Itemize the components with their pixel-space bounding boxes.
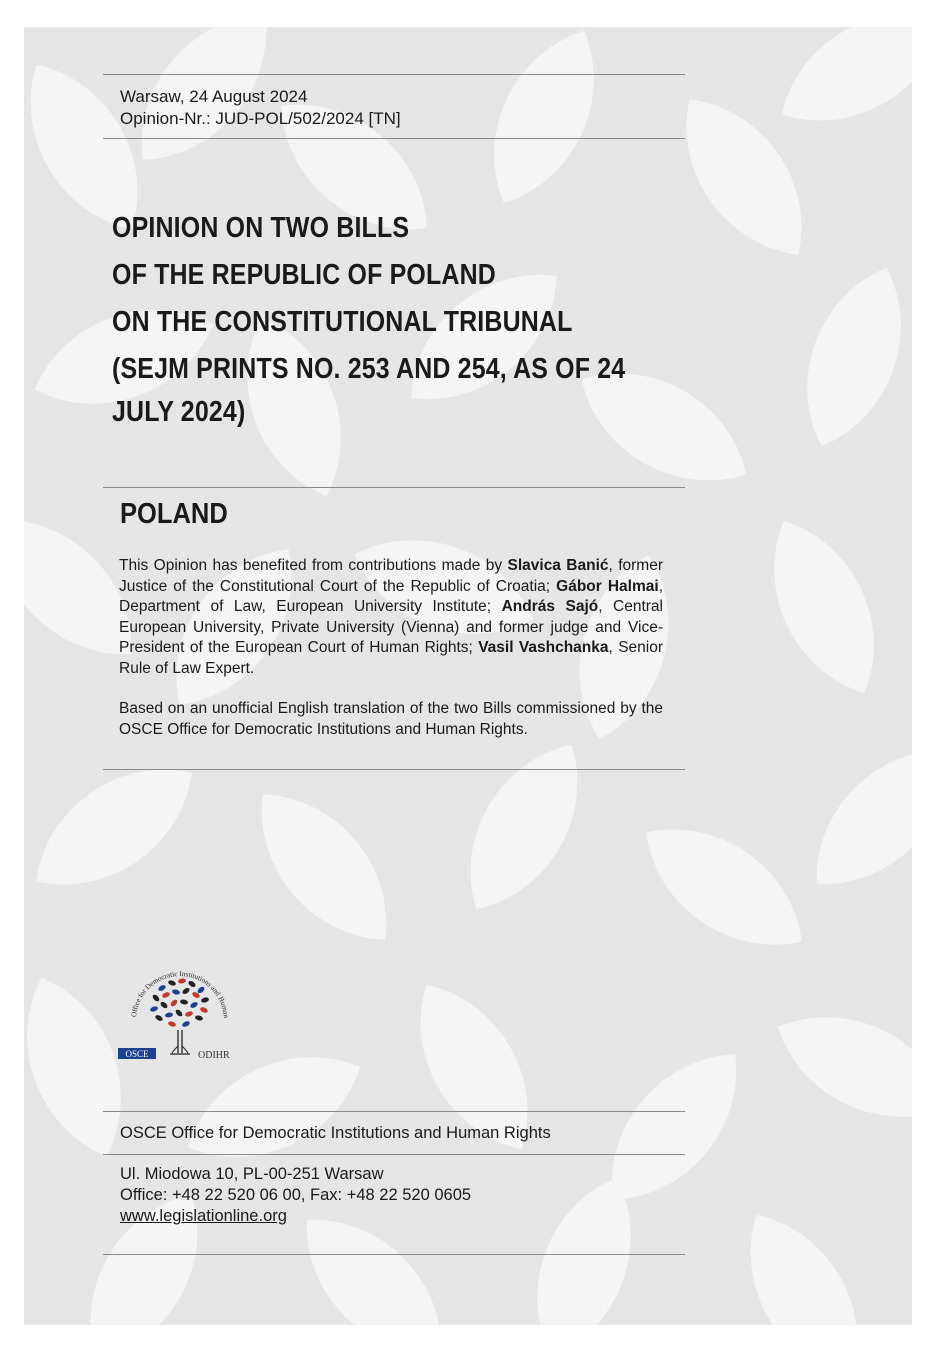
country-top-rule bbox=[103, 487, 685, 488]
contributor-role: , Department of Law, European University Institute; bbox=[119, 577, 663, 615]
odihr-logo bbox=[114, 958, 246, 1068]
footer-top-rule bbox=[103, 1111, 685, 1112]
place-date: Warsaw, 24 August 2024 bbox=[120, 87, 308, 106]
logo-osce-text: OSCE bbox=[125, 1049, 149, 1059]
contributor-name: Vasil Vashchanka bbox=[478, 639, 609, 656]
summary-bottom-rule bbox=[103, 769, 685, 770]
contributor-name: András Sajó bbox=[501, 598, 599, 615]
document-meta bbox=[120, 86, 401, 130]
footer-organization: OSCE Office for Democratic Institutions and Human Rights bbox=[120, 1124, 551, 1142]
contributor-name: Gábor Halmai bbox=[556, 577, 659, 595]
header-bottom-rule bbox=[103, 138, 685, 139]
title-line-1: OPINION ON TWO BILLS bbox=[112, 212, 410, 244]
footer-contact bbox=[120, 1164, 471, 1227]
title-line-5: JULY 2024) bbox=[112, 396, 246, 428]
logo-odihr-text: ODIHR bbox=[198, 1050, 230, 1061]
footer-divider bbox=[103, 1154, 685, 1155]
footer-address: Ul. Miodowa 10, PL-00-251 Warsaw bbox=[120, 1165, 384, 1183]
contributor-role: , Senior Rule of Law Expert. bbox=[119, 639, 663, 677]
contributions-paragraph bbox=[119, 556, 663, 679]
title-line-4: (SEJM PRINTS NO. 253 AND 254, AS OF 24 bbox=[112, 353, 626, 385]
translation-note: Based on an unofficial English translation of the two Bills commissioned by the OSCE Office for Democratic Institutions and Human Rights. bbox=[119, 700, 663, 738]
title-line-3: ON THE CONSTITUTIONAL TRIBUNAL bbox=[112, 306, 573, 338]
footer-bottom-rule bbox=[103, 1254, 685, 1255]
odihr-tree-icon bbox=[114, 958, 246, 1068]
document-title bbox=[112, 205, 626, 431]
country-heading: POLAND bbox=[120, 498, 228, 530]
logo-arc-text: Office for Democratic Institutions and Human bbox=[130, 969, 230, 1019]
contributor-role: , Central European University, Private University (Vienna) and former judge and Vice-President of the European Court of Human Rights; bbox=[119, 598, 663, 656]
contributor-role: , former Justice of the Constitutional Court of the Republic of Croatia; bbox=[119, 557, 663, 595]
footer-phone: Office: +48 22 520 06 00, Fax: +48 22 520 0605 bbox=[120, 1186, 472, 1204]
opinion-number: Opinion-Nr.: JUD-POL/502/2024 [TN] bbox=[120, 109, 401, 128]
contributions-intro: This Opinion has benefited from contributions made by bbox=[119, 557, 508, 574]
contributor-name: Slavica Banić bbox=[507, 557, 609, 574]
svg-text:Office for Democratic Institut bbox=[114, 958, 230, 1020]
header-top-rule bbox=[103, 74, 685, 75]
title-line-2: OF THE REPUBLIC OF POLAND bbox=[112, 259, 496, 291]
website-link[interactable]: www.legislationline.org bbox=[120, 1207, 287, 1225]
